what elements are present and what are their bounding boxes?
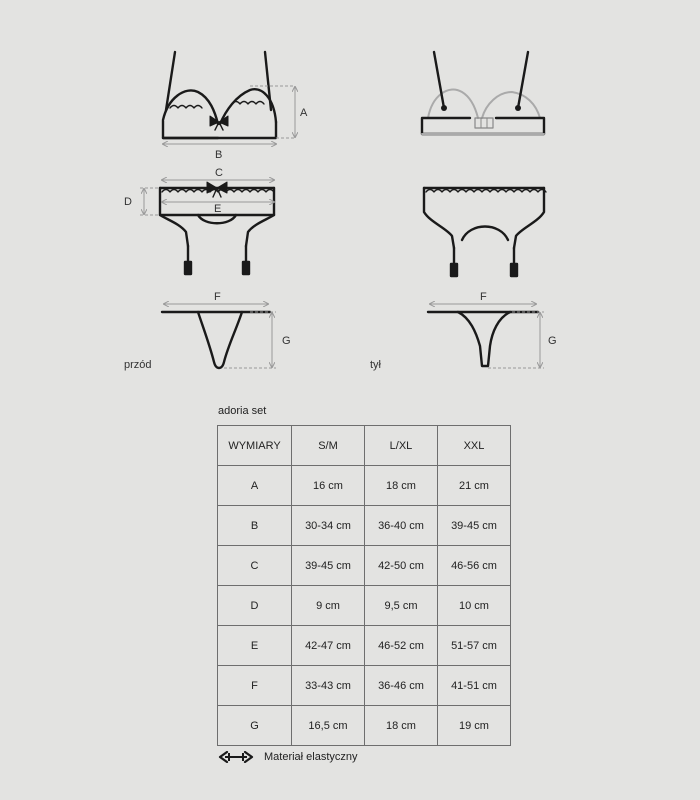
- label-f-back: F: [480, 291, 487, 303]
- header-cell: WYMIARY: [218, 426, 292, 466]
- front-bra-drawing: [163, 52, 276, 138]
- label-g-back: G: [548, 335, 557, 347]
- table-cell: 42-47 cm: [292, 626, 365, 666]
- front-thong-drawing: [162, 312, 270, 368]
- table-cell: C: [218, 546, 292, 586]
- table-cell: 9,5 cm: [365, 586, 438, 626]
- dimension-d: [124, 188, 158, 215]
- table-cell: A: [218, 466, 292, 506]
- table-row: [218, 666, 511, 706]
- legend: [218, 751, 358, 763]
- back-garter-belt-drawing: [424, 188, 546, 276]
- table-cell: G: [218, 706, 292, 746]
- back-bra-drawing: [422, 52, 544, 134]
- dimension-g-front: [224, 312, 291, 368]
- table-cell: 46-52 cm: [365, 626, 438, 666]
- table-header-row: [218, 426, 511, 466]
- back-thong-drawing: [428, 312, 538, 366]
- table-cell: 16,5 cm: [292, 706, 365, 746]
- label-e: E: [214, 203, 222, 215]
- table-cell: 30-34 cm: [292, 506, 365, 546]
- table-row: [218, 466, 511, 506]
- table-cell: 18 cm: [365, 706, 438, 746]
- header-cell: L/XL: [365, 426, 438, 466]
- table-row: [218, 586, 511, 626]
- table-cell: 10 cm: [438, 586, 511, 626]
- table-cell: E: [218, 626, 292, 666]
- table-row: [218, 706, 511, 746]
- table-cell: 39-45 cm: [438, 506, 511, 546]
- table-cell: 21 cm: [438, 466, 511, 506]
- label-f-front: F: [214, 291, 221, 303]
- header-cell: S/M: [292, 426, 365, 466]
- dimension-f-front: [164, 291, 268, 304]
- table-cell: D: [218, 586, 292, 626]
- table-cell: 36-40 cm: [365, 506, 438, 546]
- dimension-a: [250, 86, 308, 138]
- label-g-front: G: [282, 335, 291, 347]
- label-a: A: [300, 107, 308, 119]
- elastic-material-icon: [218, 751, 254, 763]
- table-cell: 33-43 cm: [292, 666, 365, 706]
- table-cell: 18 cm: [365, 466, 438, 506]
- dimension-e: [162, 202, 274, 215]
- table-cell: 19 cm: [438, 706, 511, 746]
- table-row: [218, 546, 511, 586]
- front-caption: przód: [124, 359, 152, 371]
- table-cell: 39-45 cm: [292, 546, 365, 586]
- label-d: D: [124, 196, 132, 208]
- dimension-c: [162, 167, 274, 180]
- table-row: [218, 626, 511, 666]
- table-cell: F: [218, 666, 292, 706]
- table-cell: 46-56 cm: [438, 546, 511, 586]
- dimension-f-back: [430, 291, 536, 304]
- table-cell: 9 cm: [292, 586, 365, 626]
- legend-text: Materiał elastyczny: [264, 751, 358, 763]
- header-cell: XXL: [438, 426, 511, 466]
- table-row: [218, 506, 511, 546]
- dimension-b: [163, 144, 276, 161]
- table-cell: 41-51 cm: [438, 666, 511, 706]
- back-caption: tył: [370, 359, 381, 371]
- front-garter-belt-drawing: [160, 182, 274, 274]
- size-table: [217, 425, 511, 746]
- table-cell: 42-50 cm: [365, 546, 438, 586]
- label-b: B: [215, 149, 223, 161]
- table-cell: B: [218, 506, 292, 546]
- table-cell: 36-46 cm: [365, 666, 438, 706]
- table-cell: 16 cm: [292, 466, 365, 506]
- table-cell: 51-57 cm: [438, 626, 511, 666]
- label-c: C: [215, 167, 223, 179]
- set-title: adoria set: [218, 405, 267, 417]
